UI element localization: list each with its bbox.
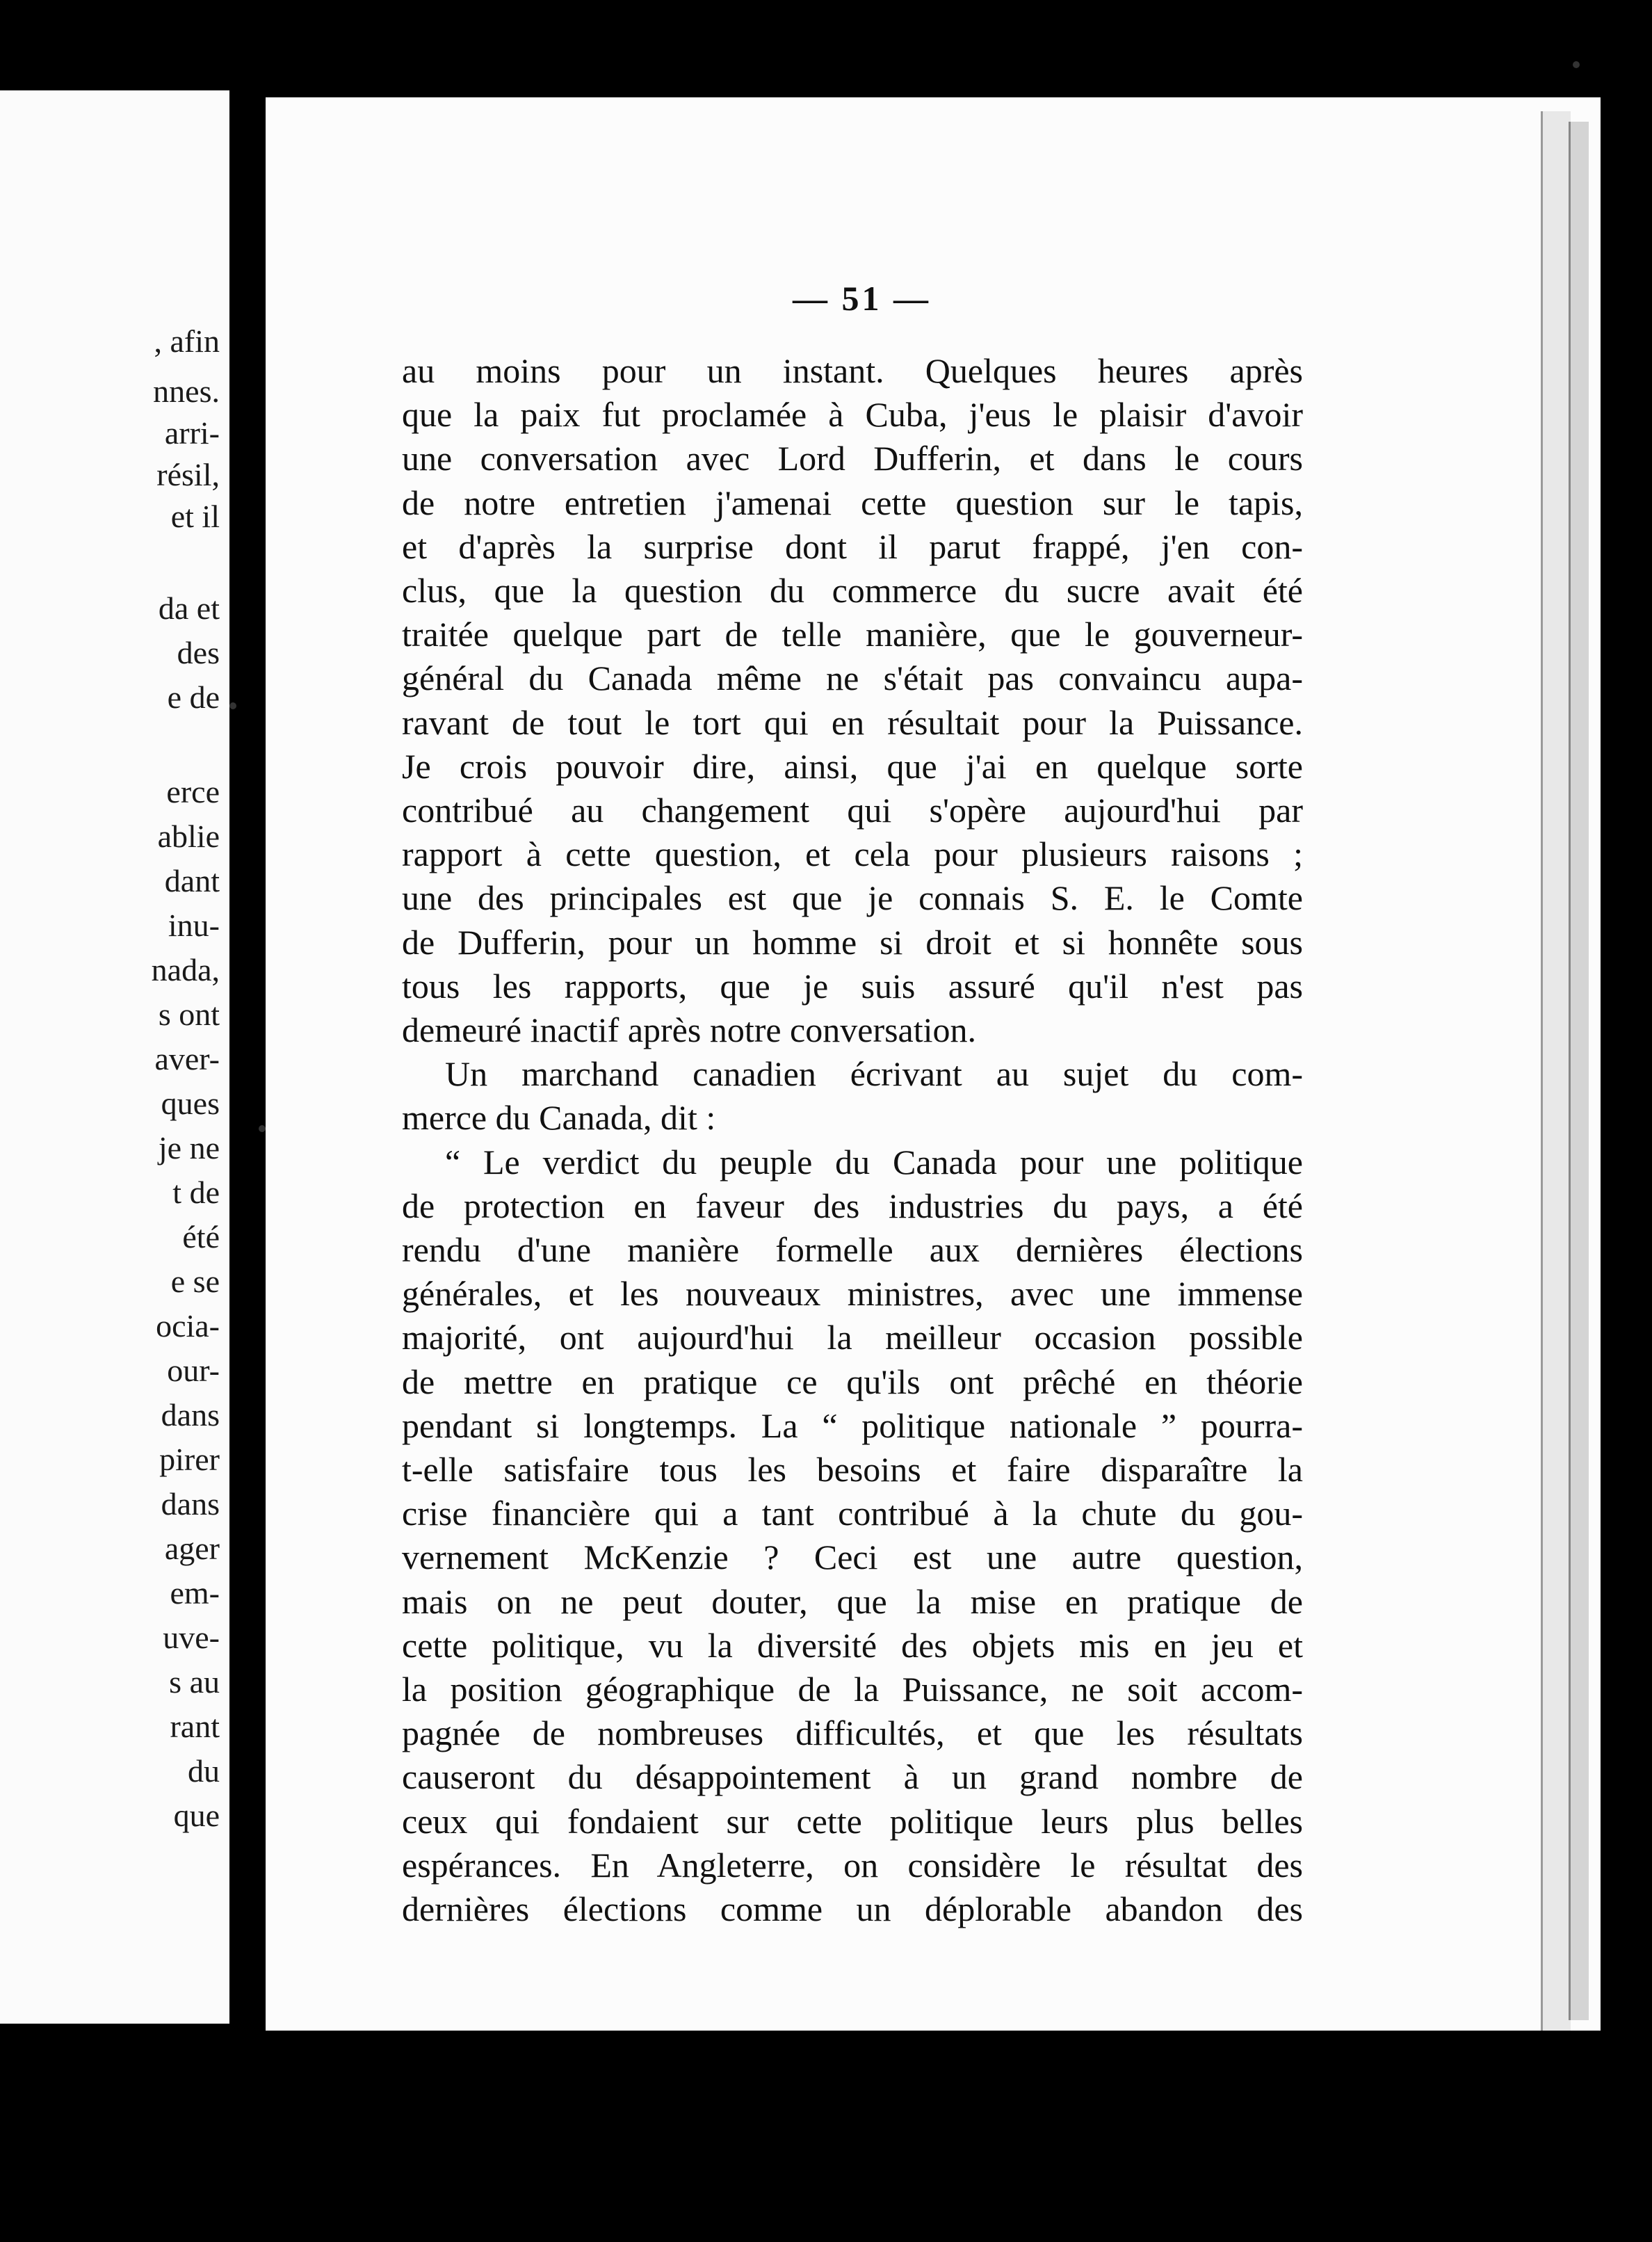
text-line: général du Canada même ne s'était pas convaincu aupa-: [402, 659, 1303, 697]
left-page-fragment: s au: [169, 1664, 220, 1700]
left-page-fragment: dans: [161, 1486, 220, 1522]
left-page-fragment: des: [177, 635, 220, 670]
scan-speck: [259, 1125, 266, 1132]
left-page-fragment: et il: [170, 499, 220, 534]
text-line: rapport à cette question, et cela pour plusieurs raisons ;: [402, 834, 1303, 873]
left-page-fragment: arri-: [164, 415, 220, 451]
text-line: ravant de tout le tort qui en résultait pour la Puissance.: [402, 703, 1303, 742]
text-line: dernières élections comme un déplorable abandon des: [402, 1889, 1303, 1928]
left-page-fragment: que: [173, 1798, 220, 1833]
text-line: de notre entretien j'amenai cette question sur le tapis,: [402, 483, 1303, 522]
left-page-fragment: été: [182, 1219, 220, 1255]
left-page-fragment: nada,: [151, 952, 220, 987]
book-gutter: [229, 0, 266, 2242]
page-edge: [1569, 122, 1589, 2020]
left-page-fragment: erce: [166, 774, 220, 809]
text-line: Un marchand canadien écrivant au sujet du com-: [445, 1054, 1303, 1093]
scan-speck: [229, 702, 236, 709]
text-line: de mettre en pratique ce qu'ils ont prêché en théorie: [402, 1362, 1303, 1401]
text-line: majorité, ont aujourd'hui la meilleur occasion possible: [402, 1318, 1303, 1357]
left-page-fragment: ablie: [157, 818, 220, 854]
text-line: ceux qui fondaient sur cette politique leurs plus belles: [402, 1802, 1303, 1841]
left-page-fragment: e se: [170, 1264, 220, 1299]
page-edge: [1541, 111, 1571, 2031]
left-page-fragment: s ont: [158, 997, 220, 1032]
left-page-fragment: aver-: [154, 1041, 220, 1076]
left-page-fragment: du: [188, 1753, 220, 1789]
text-line: contribué au changement qui s'opère aujourd'hui par: [402, 791, 1303, 830]
left-page-fragment: our-: [167, 1353, 220, 1388]
text-line: clus, que la question du commerce du sucre avait été: [402, 571, 1303, 610]
left-page-fragment: ques: [161, 1086, 220, 1121]
left-page-fragment: dant: [164, 863, 220, 898]
left-page-fragment: nnes.: [153, 373, 220, 409]
text-line: causeront du désappointement à un grand nombre de: [402, 1757, 1303, 1796]
left-page-fragment: résil,: [156, 457, 220, 492]
text-line: et d'après la surprise dont il parut frappé, j'en con-: [402, 527, 1303, 566]
left-page-fragment: t de: [172, 1175, 220, 1210]
text-line: une conversation avec Lord Dufferin, et dans le cours: [402, 439, 1303, 478]
left-page-fragment: uve-: [163, 1620, 220, 1655]
text-line: générales, et les nouveaux ministres, avec une immense: [402, 1274, 1303, 1313]
scan-speck: [1573, 61, 1580, 68]
text-line: cette politique, vu la diversité des objets mis en jeu et: [402, 1626, 1303, 1665]
text-line: espérances. En Angleterre, on considère le résultat des: [402, 1846, 1303, 1885]
left-page-fragment: inu-: [168, 908, 220, 943]
left-page-fragment: rant: [170, 1709, 220, 1744]
text-line: pagnée de nombreuses difficultés, et que les résultats: [402, 1713, 1303, 1752]
text-line: “ Le verdict du peuple du Canada pour une politique: [445, 1143, 1303, 1182]
text-line: traitée quelque part de telle manière, que le gouverneur-: [402, 615, 1303, 654]
text-line: une des principales est que je connais S. E. le Comte: [402, 878, 1303, 917]
left-page-fragment: da et: [158, 590, 220, 626]
text-line: crise financière qui a tant contribué à la chute du gou-: [402, 1494, 1303, 1533]
text-line: au moins pour un instant. Quelques heures après: [402, 351, 1303, 390]
left-page: [0, 90, 229, 2024]
page-number: — 51 —: [793, 279, 931, 318]
text-line: vernement McKenzie ? Ceci est une autre question,: [402, 1538, 1303, 1576]
left-page-fragment: em-: [170, 1575, 220, 1611]
left-page-fragment: dans: [161, 1397, 220, 1433]
text-line: demeuré inactif après notre conversation.: [402, 1010, 977, 1049]
left-page-fragment: je ne: [158, 1130, 220, 1166]
left-page-fragment: , afin: [154, 323, 220, 359]
text-line: rendu d'une manière formelle aux dernières élections: [402, 1230, 1303, 1269]
text-line: merce du Canada, dit :: [402, 1098, 716, 1137]
left-page-fragment: ager: [164, 1531, 220, 1566]
left-page-fragment: e de: [167, 679, 220, 715]
text-line: mais on ne peut douter, que la mise en pratique de: [402, 1582, 1303, 1621]
text-line: de Dufferin, pour un homme si droit et si honnête sous: [402, 923, 1303, 962]
text-line: Je crois pouvoir dire, ainsi, que j'ai en quelque sorte: [402, 747, 1303, 786]
left-page-fragment: pirer: [159, 1442, 220, 1477]
text-line: la position géographique de la Puissance, ne soit accom-: [402, 1670, 1303, 1709]
text-line: de protection en faveur des industries du pays, a été: [402, 1186, 1303, 1225]
text-line: pendant si longtemps. La “ politique nationale ” pourra-: [402, 1406, 1303, 1445]
left-page-fragment: ocia-: [156, 1308, 220, 1344]
text-line: que la paix fut proclamée à Cuba, j'eus le plaisir d'avoir: [402, 395, 1303, 434]
text-line: t-elle satisfaire tous les besoins et faire disparaître la: [402, 1450, 1303, 1489]
text-line: tous les rapports, que je suis assuré qu'il n'est pas: [402, 967, 1303, 1006]
